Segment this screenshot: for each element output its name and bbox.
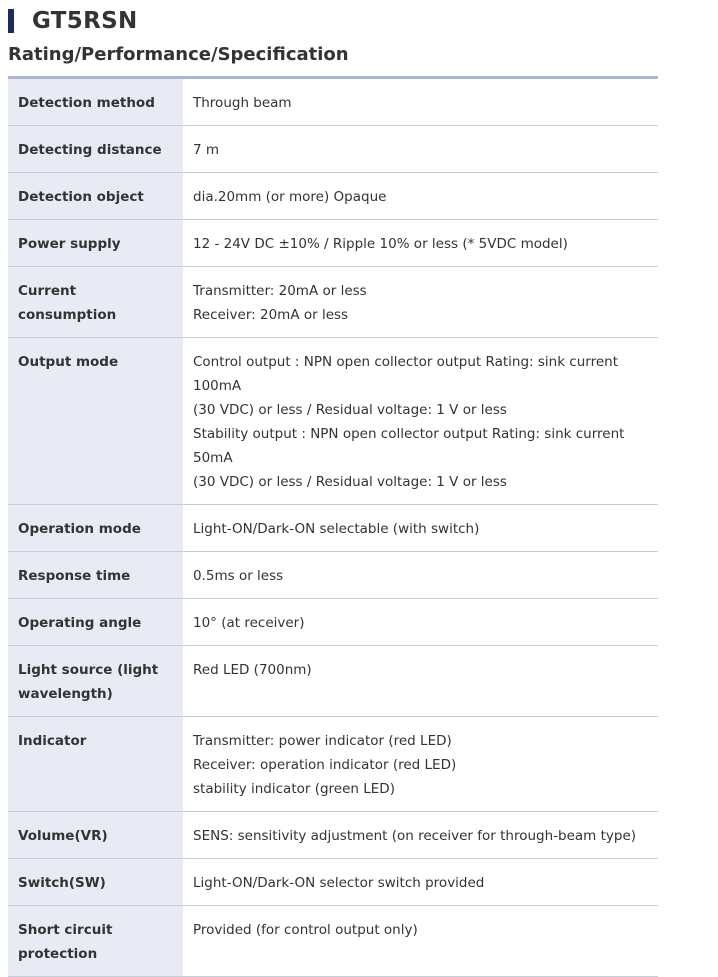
spec-value-line: Transmitter: power indicator (red LED) [193, 733, 452, 749]
spec-label: Output mode [8, 338, 183, 504]
spec-row [8, 79, 658, 126]
spec-label: Volume(VR) [8, 812, 183, 858]
spec-value [183, 338, 658, 504]
spec-value [183, 859, 658, 905]
spec-label: Detecting distance [8, 126, 183, 172]
spec-value-line: 7 m [193, 142, 220, 158]
spec-value-line: Light-ON/Dark-ON selectable (with switch) [193, 521, 480, 537]
spec-label: Current consumption [8, 267, 183, 337]
spec-label: Operation mode [8, 505, 183, 551]
spec-value [183, 79, 658, 125]
product-title: GT5RSN [32, 8, 138, 34]
spec-value-line: SENS: sensitivity adjustment (on receiver for through-beam type) [193, 828, 637, 844]
spec-row [8, 505, 658, 552]
spec-value-line: Receiver: 20mA or less [193, 307, 349, 323]
spec-value-line: (30 VDC) or less / Residual voltage: 1 V or less [193, 474, 507, 490]
spec-value-line: 12 - 24V DC ±10% / Ripple 10% or less (* 5VDC model) [193, 236, 568, 252]
spec-value-line: Control output : NPN open collector output Rating: sink current 100mA [193, 354, 618, 394]
spec-value-line: Light-ON/Dark-ON selector switch provided [193, 875, 485, 891]
spec-table [8, 76, 658, 977]
spec-value [183, 717, 658, 811]
spec-value-line: Through beam [193, 95, 292, 111]
spec-label: Detection method [8, 79, 183, 125]
product-title-row [8, 6, 138, 36]
spec-value-line: stability indicator (green LED) [193, 781, 395, 797]
spec-row [8, 126, 658, 173]
spec-value [183, 812, 658, 858]
spec-row [8, 173, 658, 220]
spec-row [8, 859, 658, 906]
section-heading: Rating/Performance/Specification [8, 44, 349, 65]
spec-value [183, 173, 658, 219]
title-accent-bar [8, 9, 14, 33]
spec-label: Detection object [8, 173, 183, 219]
spec-row [8, 552, 658, 599]
spec-value [183, 220, 658, 266]
spec-label: Power supply [8, 220, 183, 266]
spec-value-line: dia.20mm (or more) Opaque [193, 189, 387, 205]
spec-label: Response time [8, 552, 183, 598]
spec-label: Light source (light wavelength) [8, 646, 183, 716]
spec-label: Operating angle [8, 599, 183, 645]
spec-value [183, 505, 658, 551]
spec-value-line: Red LED (700nm) [193, 662, 312, 678]
spec-row [8, 812, 658, 859]
spec-label: Short circuit protection [8, 906, 183, 976]
spec-row [8, 599, 658, 646]
spec-row [8, 646, 658, 717]
spec-label: Indicator [8, 717, 183, 811]
spec-value [183, 646, 658, 716]
spec-row [8, 267, 658, 338]
spec-value [183, 267, 658, 337]
spec-row [8, 338, 658, 505]
spec-value [183, 552, 658, 598]
spec-row [8, 906, 658, 977]
spec-value-line: 0.5ms or less [193, 568, 284, 584]
spec-value-line: Stability output : NPN open collector output Rating: sink current 50mA [193, 426, 625, 466]
spec-label: Switch(SW) [8, 859, 183, 905]
spec-value-line: Provided (for control output only) [193, 922, 418, 938]
spec-value-line: Receiver: operation indicator (red LED) [193, 757, 457, 773]
spec-value-line: 10° (at receiver) [193, 615, 305, 631]
spec-value [183, 126, 658, 172]
spec-value-line: (30 VDC) or less / Residual voltage: 1 V or less [193, 402, 507, 418]
spec-value [183, 906, 658, 976]
spec-row [8, 717, 658, 812]
spec-row [8, 220, 658, 267]
spec-value [183, 599, 658, 645]
spec-value-line: Transmitter: 20mA or less [193, 283, 367, 299]
